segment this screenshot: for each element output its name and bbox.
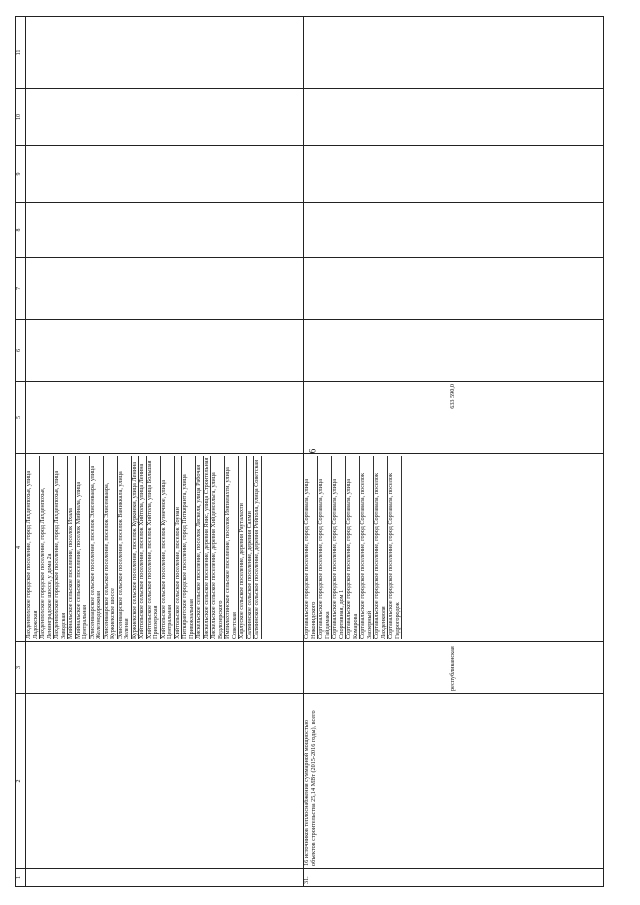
significance: республиканская [304, 642, 604, 694]
location-item: Элисенваарское сельское поселение, поселок Элисенваара, Куркиекское шоссе [104, 456, 118, 639]
location-item: Элисенваарское сельское поселение, поселок Элисенваара, улица Железнодорожная [90, 456, 104, 639]
col-header: 2 [16, 694, 26, 869]
rotated-table-sheet [15, 17, 625, 887]
amount: 633 590,0 [304, 382, 604, 454]
locations-cell [26, 454, 304, 642]
location-item: Сортавальское городское поселение, город Сортавала, улица Никонидского [304, 456, 318, 639]
col-header: 4 [16, 454, 26, 642]
data-table [15, 16, 604, 887]
location-item: Куркиекское сельское поселение, поселок Куркиеки, улица Ленина [132, 456, 140, 639]
location-item: Хийтольское сельское поселение, поселок Хийтола, улица Ленина [139, 456, 147, 639]
col-header: 9 [16, 146, 26, 203]
location-item: Салминское сельское поселение, деревня Рейпола, улица Советская [254, 456, 262, 639]
location-item: Питкярантское городское поселение, город Питкяранта, улица Привокзальная [182, 456, 196, 639]
col-header: 10 [16, 89, 26, 146]
col-header: 1 [16, 869, 26, 887]
location-item: Ляскельское сельское поселение, поселок Ляскеля, улица Рабочая [196, 456, 204, 639]
location-item: Сортавальское городское поселение, город Сортавала, улица Гайдамака [318, 456, 332, 639]
location-item: Лахденпохское городское поселение, город Лахденпохья, улица Заводская [54, 456, 68, 639]
row-number: 31. [304, 869, 604, 887]
locations-cell [304, 454, 604, 642]
location-item: Импилахтинское сельское поселение, поселок Импилахти, улица Советская [225, 456, 239, 639]
location-item: Салминское сельское поселение, деревня Салми [247, 456, 255, 639]
location-item: Сортавальское городское поселение, город Сортавала, поселок Гидрогородок [388, 456, 402, 639]
table-row-continuation [26, 17, 304, 887]
location-item: Хийтольское сельское поселение, поселок Кузнечное, улица Центральная [161, 456, 175, 639]
location-item: Лахденпохское городское поселение, город Лахденпохья, улица Ладожская [26, 456, 40, 639]
location-item: Мийнальское сельское поселение, поселок Мийнала, улица Центральная [76, 456, 90, 639]
location-item: Харлуское сельское поселение, деревня Рауталахти [239, 456, 247, 639]
location-item: Сортавальское городское поселение, город Сортавала, поселок Лахденкюля [374, 456, 388, 639]
location-item: Мийнальское сельское поселение, поселок Ихала [68, 456, 76, 639]
location-item: Ляскельское сельское поселение, деревня Янис, улица Строительная [202, 457, 210, 639]
location-item: Элисенваарское сельское поселение, поселок Ваниккала, улица Зеленая [118, 456, 132, 639]
column-number-row [16, 17, 26, 887]
col-header: 5 [16, 382, 26, 454]
col-header: 8 [16, 203, 26, 258]
page-number: 6 [307, 448, 318, 454]
location-item: Сортавальское городское поселение, город Сортавала, поселок Заозерный [360, 456, 374, 639]
location-item: Хийтольское сельское поселение, поселок Хийтола, улица Большая Приозерская [147, 456, 161, 639]
location-item: Сортавальское городское поселение, город Сортавала, улица Спортивная, дом 1 [332, 456, 346, 639]
location-item: Лахденпохское городское поселение, город Лахденпохья, Ленинградское шоссе, у дома 2а [40, 456, 54, 639]
location-item: Ляскельское сельское поселение, деревня Хийденсельга, улица Ведлозерского [211, 456, 225, 639]
col-header: 6 [16, 320, 26, 382]
object-name: 16 источников теплоснабжения суммарной мощностью объектов строительства 25,14 МВт (2015-2016 годы), всего [304, 694, 604, 869]
col-header: 11 [16, 17, 26, 89]
location-item: Хийтольское сельское поселение, поселок Тоунан [175, 456, 183, 639]
col-header: 3 [16, 642, 26, 694]
location-item: Сортавальское городское поселение, город Сортавала, улица Комарова [346, 456, 360, 639]
col-header: 7 [16, 258, 26, 320]
table-row-31 [304, 17, 604, 887]
